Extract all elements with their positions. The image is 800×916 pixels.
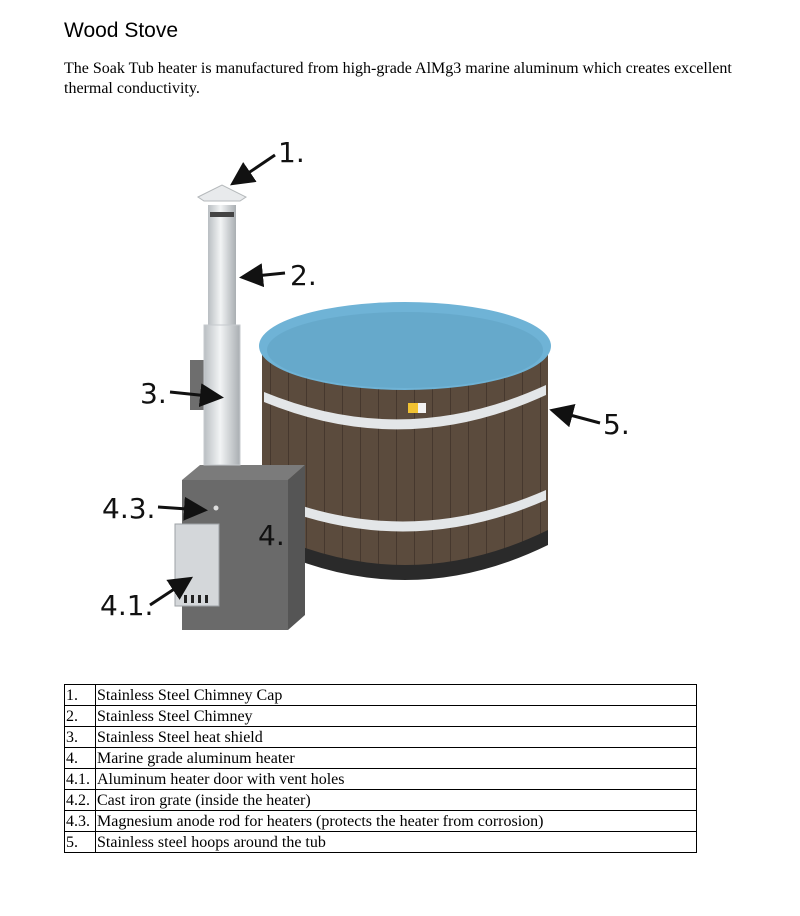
chimney-cap [198,185,246,201]
part-description: Magnesium anode rod for heaters (protects the heater from corrosion) [96,811,697,832]
part-description: Cast iron grate (inside the heater) [96,790,697,811]
part-number: 4.2. [65,790,96,811]
hot-tub-diagram [90,120,650,640]
table-row [65,832,697,853]
table-row [65,790,697,811]
part-number: 5. [65,832,96,853]
page-title: Wood Stove [64,19,179,42]
callout-label: 5. [603,408,630,441]
part-description: Stainless Steel Chimney [96,706,697,727]
part-description: Aluminum heater door with vent holes [96,769,697,790]
anode-rod [214,506,219,511]
callout-label: 4. [258,519,285,552]
part-description: Stainless Steel heat shield [96,727,697,748]
part-number: 4. [65,748,96,769]
heater-door [175,524,219,606]
table-row [65,727,697,748]
part-number: 4.3. [65,811,96,832]
part-number: 1. [65,685,96,706]
callout-label: 1. [278,136,305,169]
callout-label: 4.3. [102,492,156,525]
part-description: Stainless steel hoops around the tub [96,832,697,853]
callout-label: 4.1. [100,589,154,622]
callout-label: 2. [290,259,317,292]
chimney-assembly [198,185,246,465]
hot-tub-illustration [90,120,650,640]
part-number: 3. [65,727,96,748]
part-number: 2. [65,706,96,727]
table-row [65,769,697,790]
callout-label: 3. [140,377,167,410]
part-description: Stainless Steel Chimney Cap [96,685,697,706]
part-description: Marine grade aluminum heater [96,748,697,769]
table-row [65,706,697,727]
part-number: 4.1. [65,769,96,790]
table-row [65,811,697,832]
table-row [65,685,697,706]
table-row [65,748,697,769]
intro-paragraph: The Soak Tub heater is manufactured from high-grade AlMg3 marine aluminum which creates excellent thermal conductivity. [64,60,732,97]
parts-table [64,684,697,853]
